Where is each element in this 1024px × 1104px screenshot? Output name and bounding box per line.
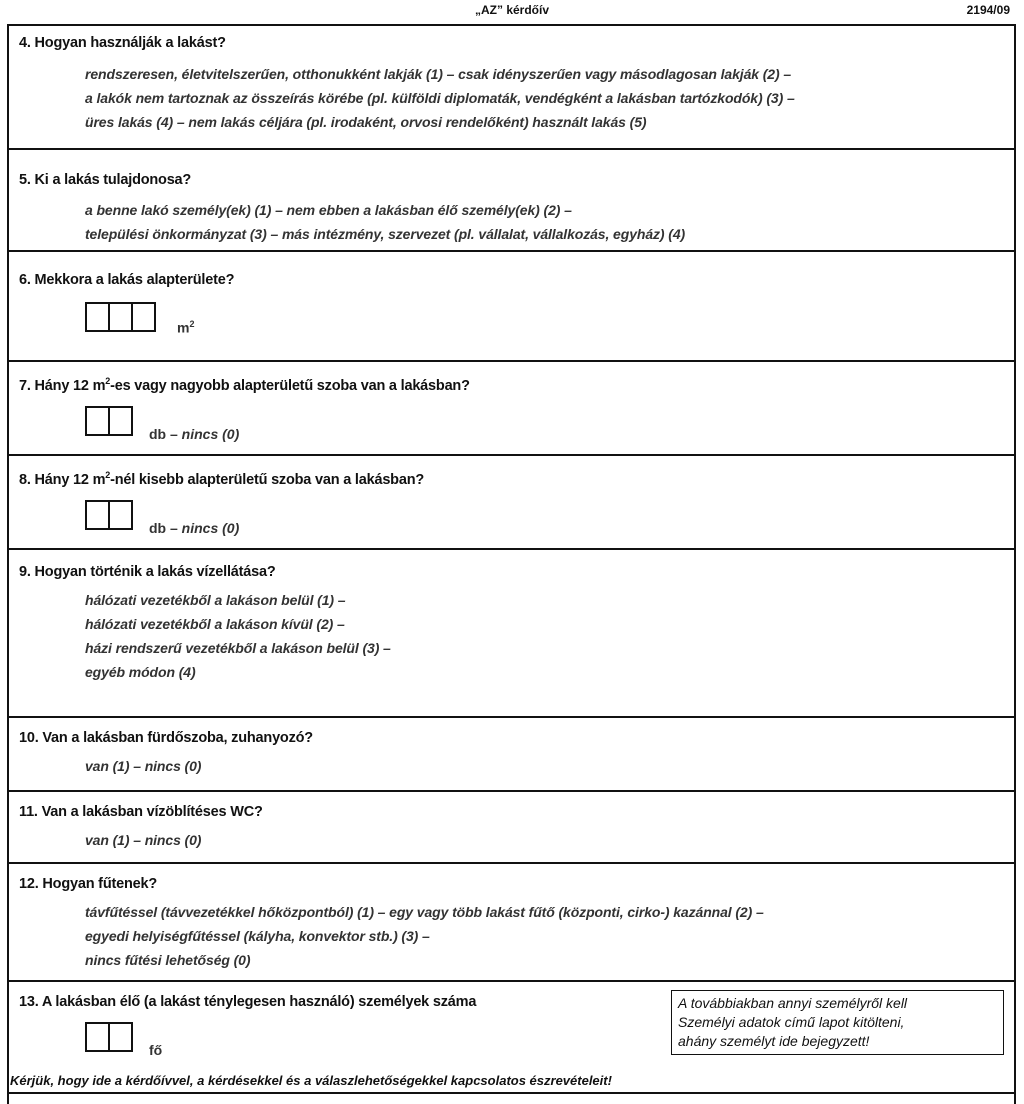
form-code: 2194/09 bbox=[966, 3, 1010, 17]
page-header bbox=[0, 0, 1024, 24]
question-6-section bbox=[9, 252, 1014, 362]
digit-box[interactable] bbox=[85, 302, 110, 332]
question-4-title: 4. Hogyan használják a lakást? bbox=[19, 35, 226, 51]
question-12-option-line: egyedi helyiségfűtéssel (kályha, konvektor stb.) (3) – bbox=[85, 928, 430, 944]
question-8-title: 8. Hány 12 $m^2$-nél kisebb alapterületű szoba van a lakásban? bbox=[19, 470, 425, 488]
digit-box[interactable] bbox=[108, 500, 133, 530]
area-unit: $m^2$ bbox=[177, 319, 195, 336]
question-9-section bbox=[9, 550, 1014, 718]
question-12-option-line: nincs fűtési lehetőség (0) bbox=[85, 952, 251, 968]
digit-box[interactable] bbox=[131, 302, 156, 332]
question-7-title: 7. Hány 12 $m^2-es$ vagy nagyobb alapterületű szoba van a lakásban? bbox=[19, 376, 470, 394]
question-4-option-line: üres lakás (4) – nem lakás céljára (pl. irodaként, orvosi rendelőként) használt lakás (5) bbox=[85, 114, 647, 130]
question-9-option-line: hálózati vezetékből a lakáson kívül (2) – bbox=[85, 616, 345, 632]
form-title: „AZ” kérdőív bbox=[474, 3, 549, 17]
persons-unit: fő bbox=[149, 1042, 163, 1058]
question-10-section bbox=[9, 718, 1014, 792]
note-line: A továbbiakban annyi személyről kell bbox=[678, 995, 908, 1011]
question-11-section bbox=[9, 792, 1014, 864]
question-10-title: 10. Van a lakásban fürdőszoba, zuhanyozó? bbox=[19, 730, 313, 746]
instruction-note bbox=[671, 990, 1004, 1055]
digit-box[interactable] bbox=[85, 1022, 110, 1052]
question-9-option-line: hálózati vezetékből a lakáson belül (1) – bbox=[85, 592, 346, 608]
question-12-title: 12. Hogyan fűtenek? bbox=[19, 876, 158, 892]
digit-box[interactable] bbox=[85, 500, 110, 530]
question-10-option-line: van (1) – nincs (0) bbox=[85, 758, 202, 774]
question-12-option-line: távfűtéssel (távvezetékkel hőközpontból) (1) – egy vagy több lakást fűtő (központi, cirko-) kazánnal (2) – bbox=[85, 904, 764, 920]
question-6-title: 6. Mekkora a lakás alapterülete? bbox=[19, 272, 235, 288]
small-rooms-unit: db – nincs (0) bbox=[149, 520, 240, 536]
question-5-option-line: települési önkormányzat (3) – más intézmény, szervezet (pl. vállalat, vállalkozás, egyház) (4) bbox=[85, 226, 686, 242]
question-9-title: 9. Hogyan történik a lakás vízellátása? bbox=[19, 564, 276, 580]
question-4-option-line: rendszeresen, életvitelszerűen, otthonukként lakják (1) – csak idényszerűen vagy másodlagosan lakják (2) – bbox=[85, 66, 792, 82]
question-13-title: 13. A lakásban élő (a lakást ténylegesen használó) személyek száma bbox=[19, 994, 477, 1010]
footer-text: Kérjük, hogy ide a kérdőívvel, a kérdésekkel és a válaszlehetőségekkel kapcsolatos észrevételeit! bbox=[10, 1073, 612, 1088]
persons-input-boxes[interactable] bbox=[85, 1022, 131, 1052]
question-9-option-line: egyéb módon (4) bbox=[85, 664, 196, 680]
question-5-title: 5. Ki a lakás tulajdonosa? bbox=[19, 172, 192, 188]
digit-box[interactable] bbox=[108, 1022, 133, 1052]
question-11-title: 11. Van a lakásban vízöblítéses WC? bbox=[19, 804, 263, 820]
questionnaire-form bbox=[7, 24, 1016, 1104]
digit-box[interactable] bbox=[108, 406, 133, 436]
note-line: ahány személyt ide bejegyzett! bbox=[678, 1033, 870, 1049]
question-7-section bbox=[9, 362, 1014, 456]
large-rooms-unit: db – nincs (0) bbox=[149, 426, 240, 442]
question-5-section bbox=[9, 150, 1014, 252]
small-rooms-input-boxes[interactable] bbox=[85, 500, 131, 530]
digit-box[interactable] bbox=[108, 302, 133, 332]
question-4-option-line: a lakók nem tartoznak az összeírás körébe (pl. külföldi diplomaták, vendégként a lakásban tartózkodók) (3) – bbox=[85, 90, 795, 106]
question-8-section bbox=[9, 456, 1014, 550]
note-line: Személyi adatok című lapot kitölteni, bbox=[678, 1014, 905, 1030]
question-12-section bbox=[9, 864, 1014, 982]
large-rooms-input-boxes[interactable] bbox=[85, 406, 131, 436]
question-4-section bbox=[9, 26, 1014, 150]
question-5-option-line: a benne lakó személy(ek) (1) – nem ebben a lakásban élő személy(ek) (2) – bbox=[85, 202, 572, 218]
question-9-option-line: házi rendszerű vezetékből a lakáson belül (3) – bbox=[85, 640, 391, 656]
question-11-option-line: van (1) – nincs (0) bbox=[85, 832, 202, 848]
digit-box[interactable] bbox=[85, 406, 110, 436]
area-input-boxes[interactable] bbox=[85, 302, 154, 332]
